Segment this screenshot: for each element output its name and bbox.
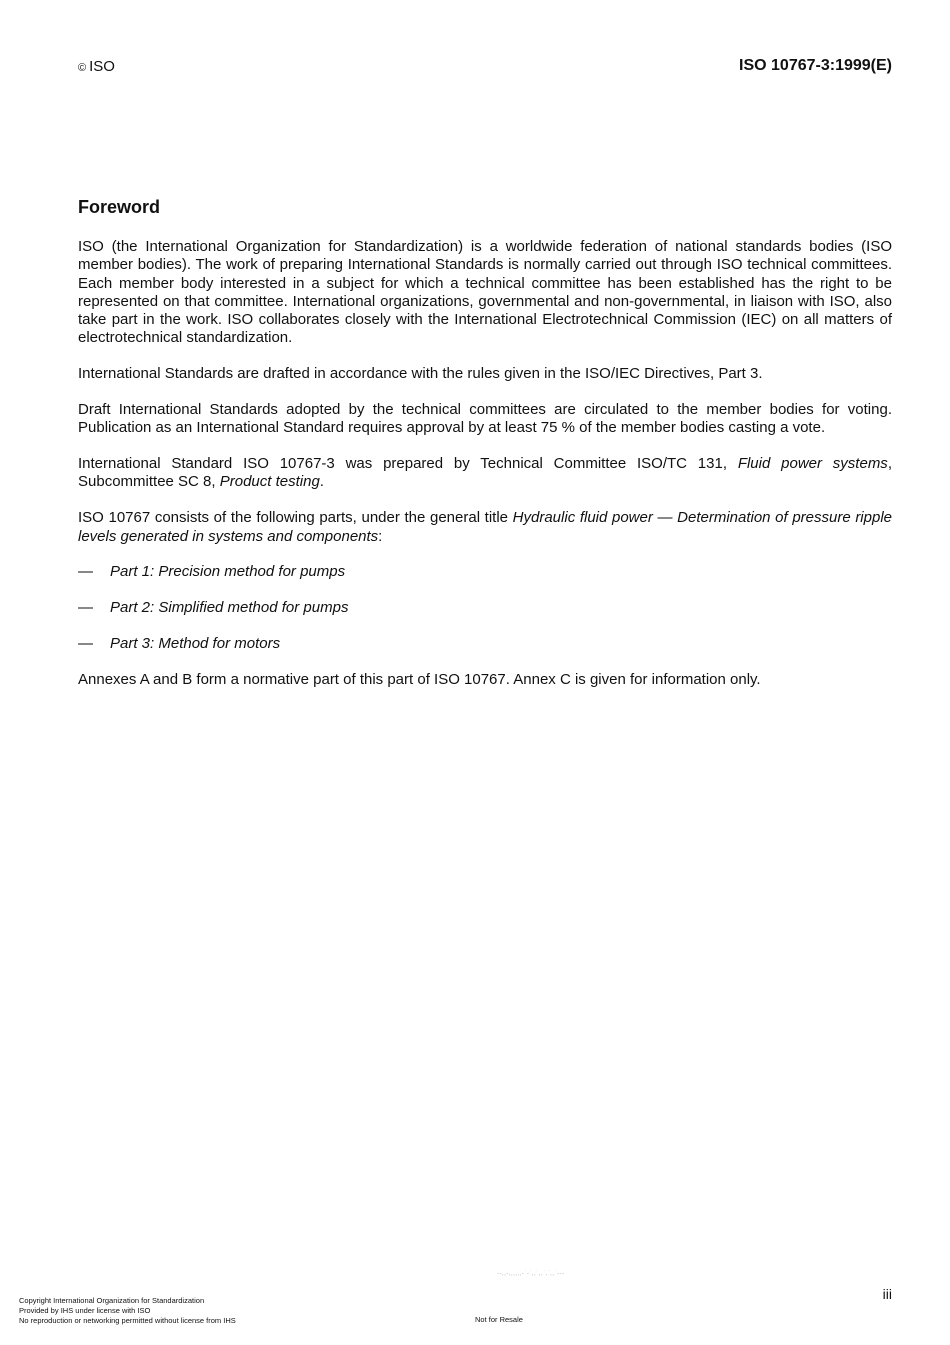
paragraph-iso-intro: ISO (the International Organization for Standardization) is a worldwide federation of national standards bodies (ISO member bodies). The work of preparing International Standards is normally carried out through ISO technical committees. Each member body interested in a subject for which a technical committee has been established has the right to be represented on that committee. International organizations, governmental and non-governmental, in liaison with ISO, also take part in the work. ISO collaborates closely with the International Electrotechnical Commission (IEC) on all matters of electrotechnical standardization. [78, 238, 892, 347]
footer-line-3: No reproduction or networking permitted without license from IHS [19, 1316, 236, 1325]
committee-title: Fluid power systems [737, 455, 888, 473]
list-dash: — [78, 563, 93, 581]
foreword-heading: Foreword [78, 197, 161, 217]
list-dash: — [78, 634, 93, 652]
parts-intro-text-a: ISO 10767 consists of the following parts, under the general title [78, 509, 513, 527]
not-for-resale: Not for Resale [475, 1315, 523, 1324]
parts-intro-text-c: : [378, 527, 383, 545]
list-item-part-2 [78, 599, 892, 617]
subcommittee-title: Product testing [219, 473, 320, 491]
part-1-title: Part 1: Precision method for pumps [110, 563, 346, 581]
prepared-by-text-e: . [319, 473, 324, 491]
prepared-by-text-a: International Standard ISO 10767-3 was prepared by Technical Committee ISO/TC 131, [78, 455, 738, 473]
part-3-title: Part 3: Method for motors [110, 634, 281, 652]
paragraph-parts-intro [78, 509, 892, 546]
paragraph-annexes: Annexes A and B form a normative part of this part of ISO 10767. Annex C is given for information only. [78, 670, 761, 688]
paragraph-prepared-by [78, 455, 892, 492]
copyright-footer [19, 1296, 236, 1326]
list-item-part-1 [78, 563, 892, 581]
list-item-part-3 [78, 635, 892, 653]
page-number: iii [882, 1286, 892, 1302]
paragraph-directives: International Standards are drafted in accordance with the rules given in the ISO/IEC Directives, Part 3. [78, 365, 763, 383]
general-title: Hydraulic fluid power — Determination of pressure ripple levels generated in systems and components [78, 509, 893, 545]
footer-line-1: Copyright International Organization for Standardization [19, 1296, 205, 1305]
footer-line-2: Provided by IHS under license with ISO [19, 1306, 151, 1315]
header-org [78, 58, 115, 75]
document-id: ISO 10767-3:1999(E) [739, 57, 892, 74]
paragraph-voting: Draft International Standards adopted by the technical committees are circulated to the member bodies for voting. Publication as an International Standard requires approval by at least 75 % of the member bodies casting a vote. [78, 401, 892, 437]
copyright-symbol: © [78, 62, 87, 74]
scan-marks: --,,-,,,,,,-`-`,,`,,`,`,,`--- [497, 1271, 565, 1277]
part-2-title: Part 2: Simplified method for pumps [110, 599, 349, 617]
foreword-body [78, 238, 892, 689]
list-dash: — [78, 599, 93, 617]
header-org-name: ISO [89, 58, 115, 75]
prepared-by-text-c: , Subcommittee SC 8, [78, 455, 892, 491]
